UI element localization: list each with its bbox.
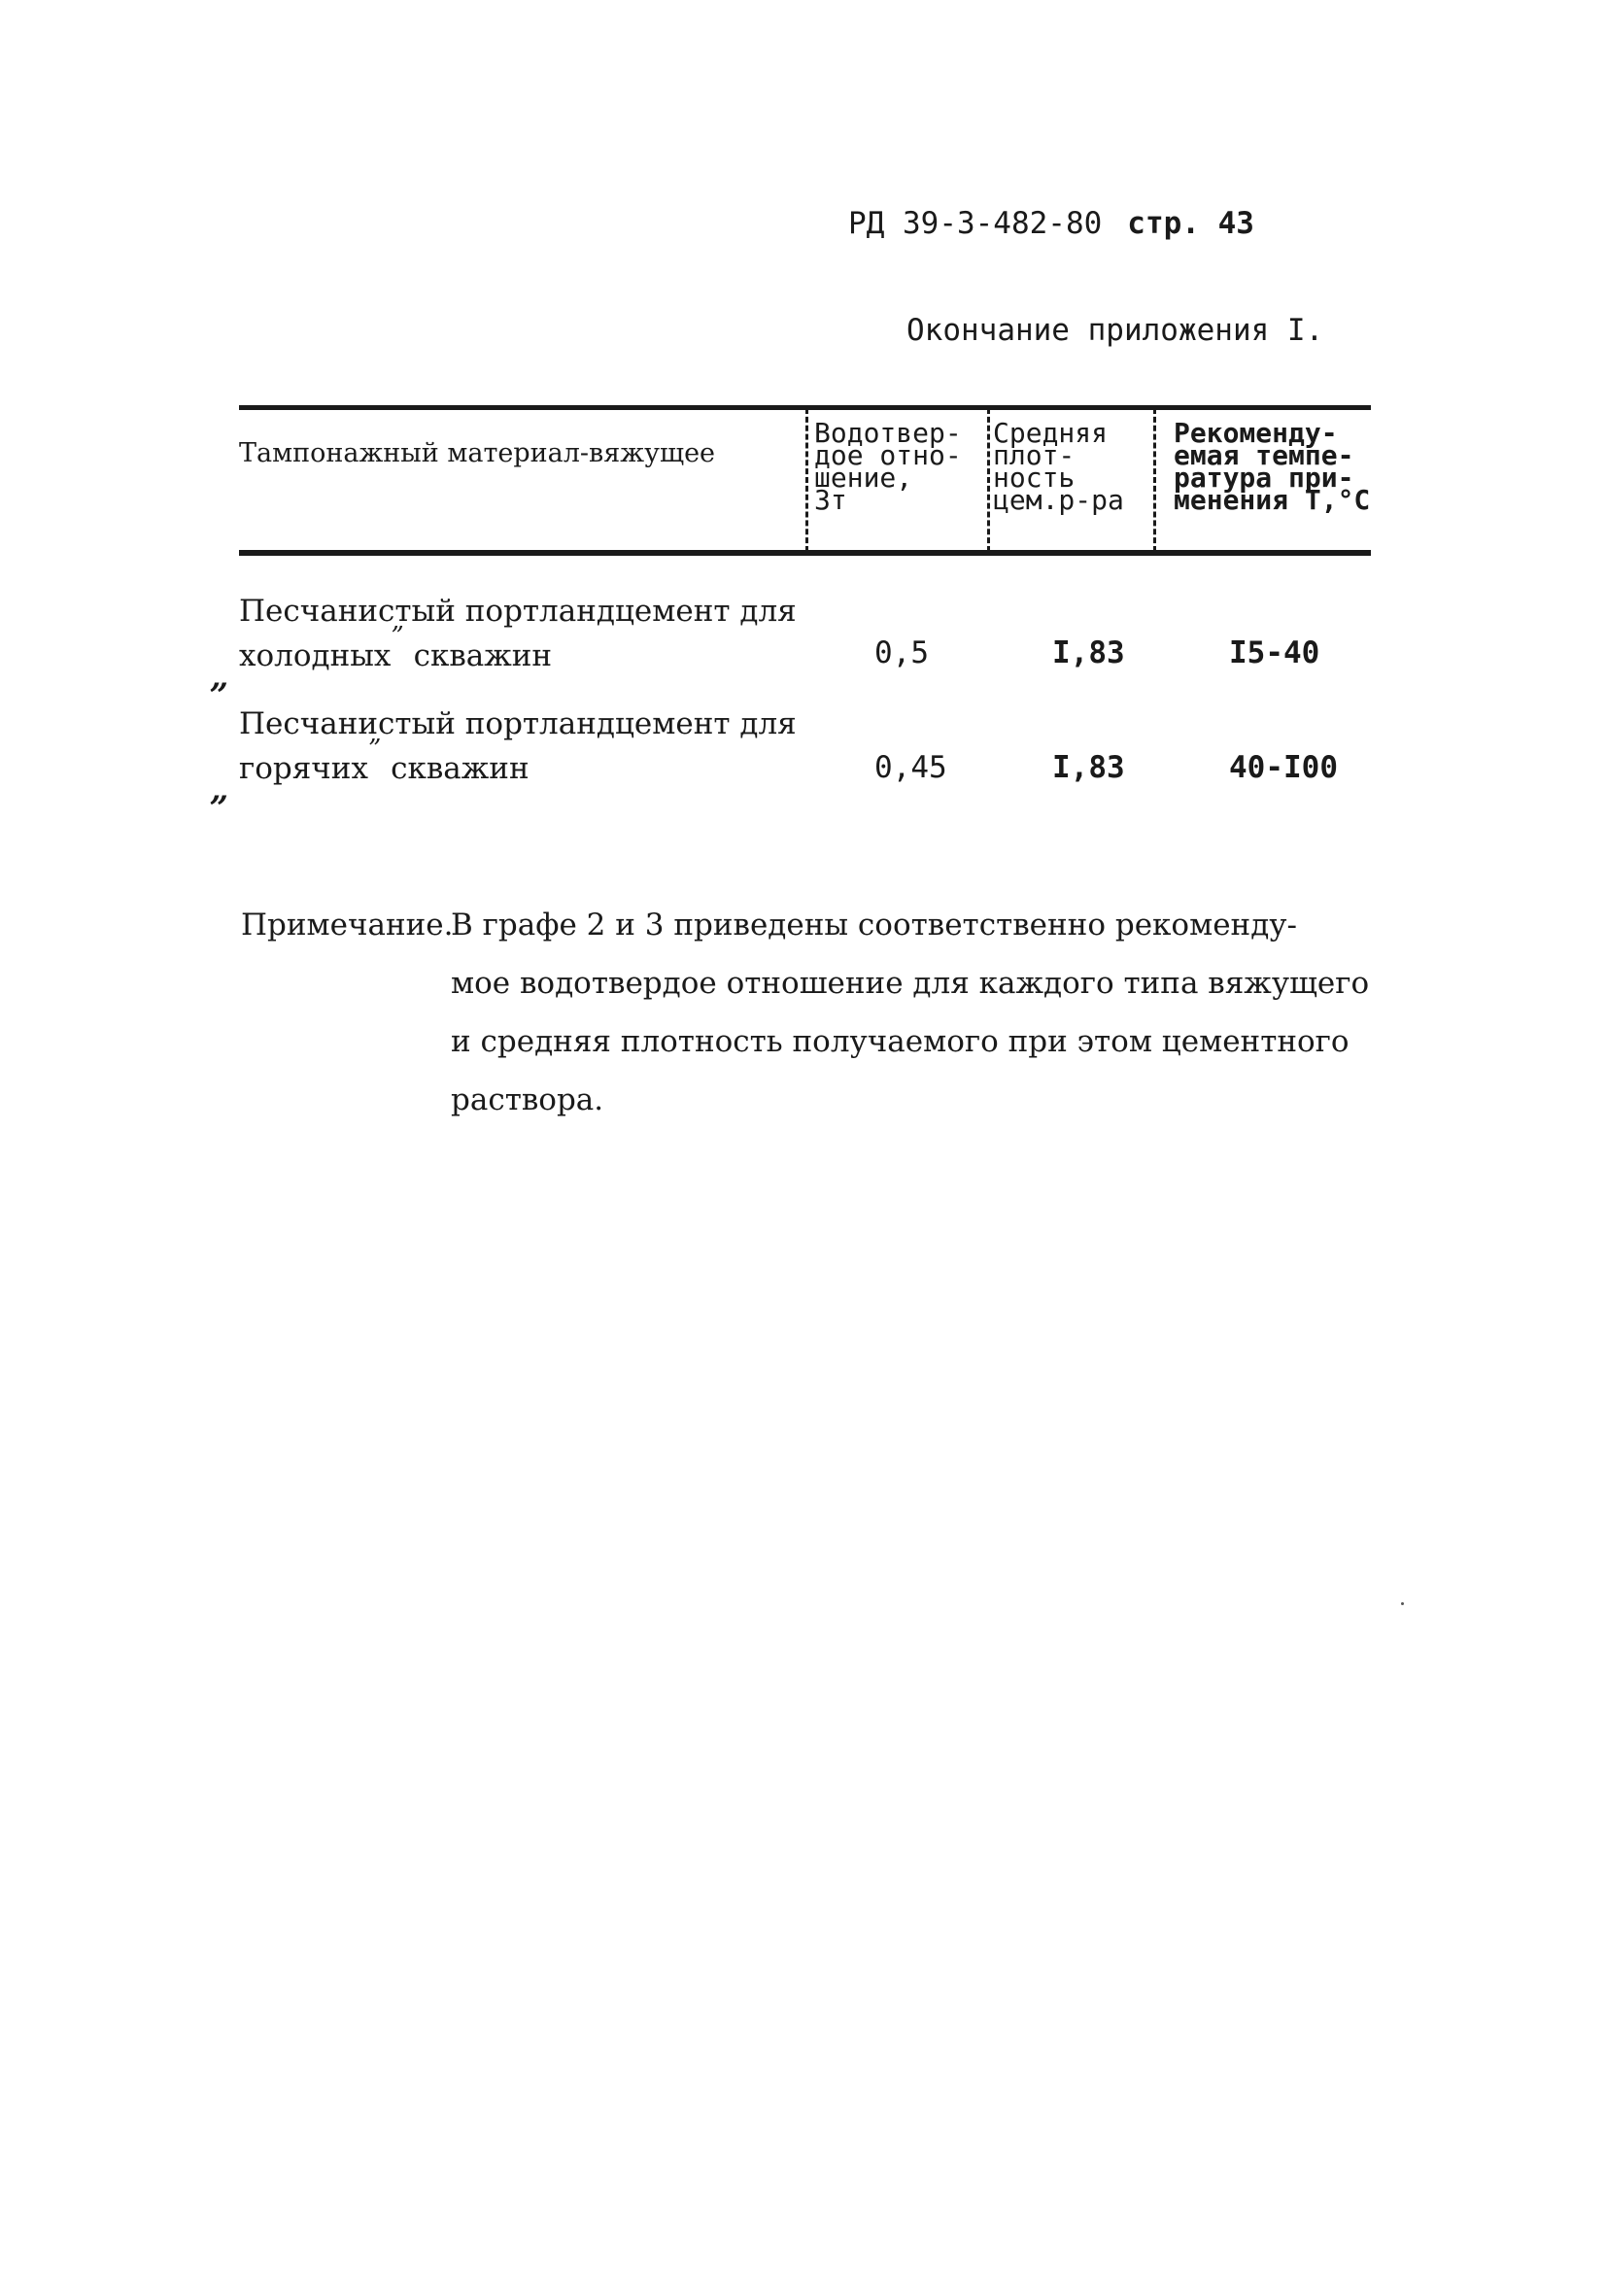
cell-temperature: 40-I00 bbox=[1229, 750, 1338, 785]
column-header-material: Тампонажный материал-вяжущее bbox=[239, 438, 716, 468]
note-line: В графе 2 и 3 приведены соответственно рекоменду- bbox=[451, 908, 1298, 942]
page-number: стр. 43 bbox=[1127, 206, 1254, 241]
note-text bbox=[451, 896, 1374, 954]
quote-close: ” bbox=[367, 735, 382, 764]
cell-temperature: I5-40 bbox=[1229, 635, 1320, 670]
row-name-rest: скважин bbox=[413, 638, 553, 673]
row-name-line1: Песчанистый портландцемент для bbox=[239, 706, 797, 741]
row-name-rest: скважин bbox=[391, 751, 530, 786]
scan-speck bbox=[1401, 1602, 1404, 1605]
cell-ratio: 0,5 bbox=[874, 635, 929, 670]
row-name-line2 bbox=[239, 622, 797, 680]
note-line: мое водотвердое отношение для каждого типа вяжущего bbox=[451, 966, 1370, 1001]
row-name-word: холодных bbox=[239, 638, 392, 673]
page-header bbox=[848, 206, 1254, 241]
cell-density: I,83 bbox=[1052, 635, 1125, 670]
note-text bbox=[451, 954, 1374, 1129]
note-label: Примечание. bbox=[241, 908, 454, 942]
document-code: РД 39-3-482-80 bbox=[848, 206, 1103, 241]
cell-density: I,83 bbox=[1052, 750, 1125, 785]
cell-ratio: 0,45 bbox=[874, 750, 947, 785]
quote-close: ” bbox=[391, 622, 404, 651]
note-line: раствора. bbox=[451, 1082, 604, 1117]
column-header-ratio: Водотвер- дое отно- шение, Зт bbox=[814, 417, 962, 516]
column-separator bbox=[805, 408, 808, 552]
row-name-word: горячих bbox=[239, 751, 368, 786]
column-header-temperature: Рекоменду- емая темпе- ратура при- менения Т,°С bbox=[1174, 417, 1371, 516]
quote-open: „ bbox=[210, 658, 229, 697]
row-name-line2 bbox=[239, 735, 797, 793]
table-row-name bbox=[210, 589, 797, 697]
appendix-title: Окончание приложения I. bbox=[906, 313, 1324, 348]
row-name-line1: Песчанистый портландцемент для bbox=[239, 594, 797, 629]
column-header-density: Средняя плот- ность цем.р-ра bbox=[993, 417, 1124, 516]
table-row-name bbox=[210, 702, 797, 809]
quote-open: „ bbox=[210, 771, 229, 809]
note-line: и средняя плотность получаемого при этом цементного bbox=[451, 1024, 1350, 1059]
